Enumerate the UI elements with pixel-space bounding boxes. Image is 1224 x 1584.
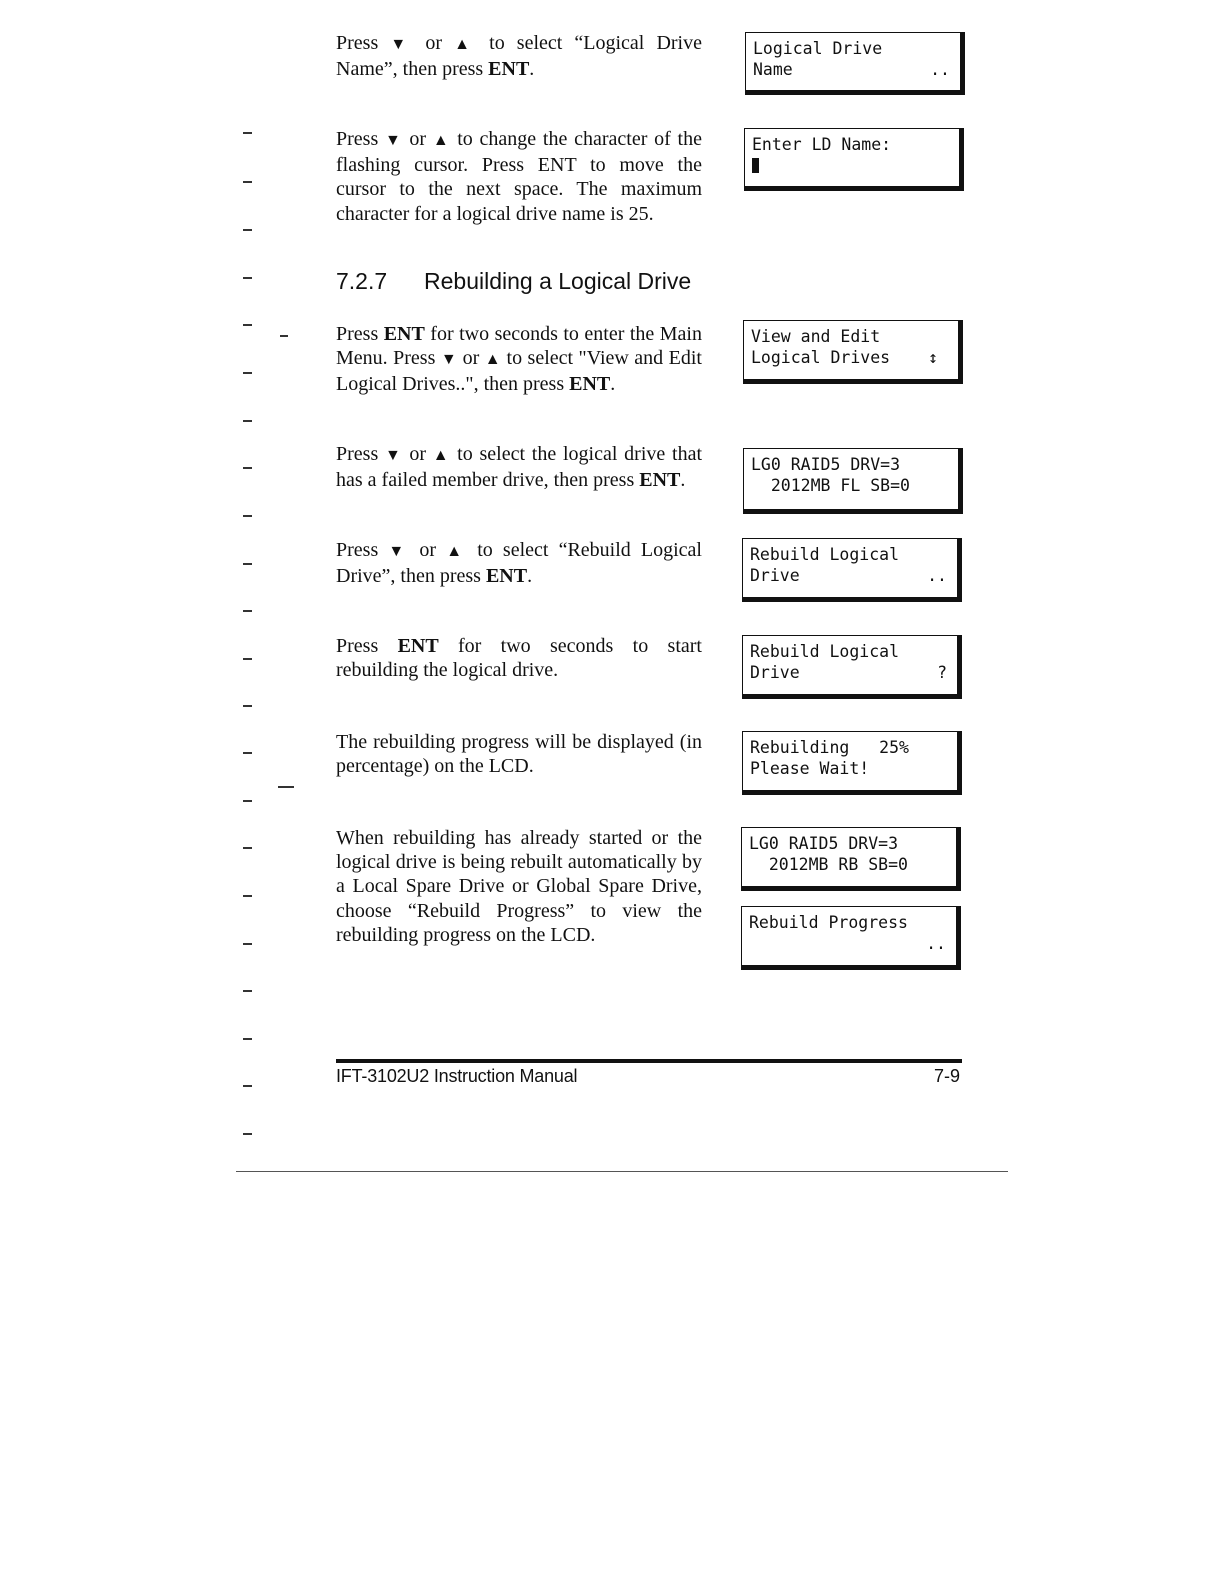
lcd-line-1: Rebuilding 25% [750,738,909,757]
lcd-line-1: Rebuild Logical [750,545,900,564]
step-rebuild-progress [336,826,702,947]
step-text: Press [336,128,385,150]
step-text: to select the logical drive that has a failed member drive, then press [336,443,702,492]
step-enter-name [336,127,702,226]
margin-mark [243,132,252,134]
lcd-line-2 [752,155,951,176]
lcd-line-2 [750,565,949,586]
margin-mark [243,800,252,802]
margin-mark [243,1038,252,1040]
lcd-line-1: LG0 RAID5 DRV=3 [751,455,901,474]
margin-mark [243,372,252,374]
footer-title: IFT-3102U2 Instruction Manual [336,1066,578,1086]
margin-mark [278,786,294,788]
step-text: . [680,469,686,492]
margin-mark [243,563,252,565]
margin-mark [243,277,252,279]
arrow-up-icon: ▲ [446,543,468,560]
margin-mark [243,990,252,992]
step-select-rebuild [336,538,702,588]
lcd-line-2-right: .. [926,934,946,953]
lcd-line-2-text: Drive [750,663,800,682]
step-text: Press [336,635,398,657]
step-text: or [402,443,433,465]
lcd-line-2-right: ? [937,663,947,682]
lcd-display [743,448,963,514]
step-text: or [413,32,455,54]
arrow-down-icon: ▼ [440,351,458,369]
lcd-line-2-right: .. [927,566,947,585]
up-down-arrow-icon: ↕ [928,348,938,367]
step-enter-main-menu [336,322,702,397]
margin-mark [243,705,252,707]
step-text: . [527,565,533,588]
step-text: to select “Logical Drive Name”, then press [336,32,702,81]
section-heading [336,268,691,295]
lcd-line-2: 2012MB FL SB=0 [751,476,910,495]
key-label: ENT [485,565,528,588]
flashing-cursor-icon [752,158,759,173]
margin-mark [280,335,288,337]
lcd-line-1: Enter LD Name: [752,135,892,154]
lcd-line-1: LG0 RAID5 DRV=3 [749,834,899,853]
margin-mark [243,229,252,231]
margin-mark [243,610,252,612]
section-title: Rebuilding a Logical Drive [424,268,692,294]
key-label: ENT [383,323,425,345]
margin-mark [243,1133,252,1135]
arrow-down-icon: ▼ [390,36,414,53]
margin-mark [243,420,252,422]
step-text: When rebuilding has already started or the logical drive is being rebuilt automatically by a Local Spare Drive or Global Spare Drive, choose “Rebuild Progress” to view the rebuilding progress on the LCD. [336,827,702,946]
lcd-line-1: Logical Drive [753,39,883,58]
step-text: to select "View and Edit Logical Drives..", then press [336,347,702,396]
step-text: or [409,539,447,561]
lcd-line-2-text: Logical Drives [751,348,891,367]
step-text: to change the character of the flashing cursor. Press ENT to move the cursor to the next space. The maximum character for a logical drive name is 25. [336,128,702,225]
margin-mark [243,467,252,469]
step-text: Press [336,32,391,54]
section-number: 7.2.7 [336,268,388,294]
margin-mark [243,847,252,849]
margin-mark [243,943,252,945]
lcd-line-2: 2012MB RB SB=0 [749,855,908,874]
step-text: or [402,128,433,150]
step-text: or [457,347,485,370]
lcd-line-2 [750,662,949,683]
step-text: to select “Rebuild Logical Drive”, then press [336,539,702,588]
margin-mark [243,752,252,754]
step-text: for two seconds to start rebuilding the logical drive. [336,635,702,682]
step-text: Press [336,443,385,465]
margin-mark [243,658,252,660]
margin-mark [243,181,252,183]
lcd-line-1: Rebuild Logical [750,642,900,661]
lcd-display [742,538,962,602]
step-text: The rebuilding progress will be displayed (in percentage) on the LCD. [336,731,702,778]
lcd-line-2 [751,347,950,368]
arrow-up-icon: ▲ [432,132,451,149]
lcd-line-2 [749,933,948,954]
step-select-failed-drive [336,442,702,492]
lcd-display [744,128,964,191]
arrow-down-icon: ▼ [385,447,403,464]
arrow-down-icon: ▼ [385,132,403,149]
key-label: ENT [569,373,611,396]
lcd-display [741,906,961,970]
arrow-up-icon: ▲ [432,447,451,464]
lcd-line-2 [753,59,952,80]
lcd-line-2: Please Wait! [750,759,870,778]
page-divider [236,1171,1008,1172]
lcd-display [742,635,962,699]
key-label: ENT [639,469,681,492]
lcd-line-2-text: Name [753,60,793,79]
step-text: Press [336,323,384,345]
step-text: Press [336,539,389,561]
step-select-logical-drive-name [336,31,702,81]
lcd-display [745,32,965,95]
lcd-line-2-text: Drive [750,566,800,585]
step-text: . [610,373,616,396]
arrow-up-icon: ▲ [484,351,502,369]
step-text: . [529,58,535,81]
lcd-line-2-right: .. [930,60,950,79]
key-label: ENT [397,635,439,657]
arrow-up-icon: ▲ [454,36,478,53]
page-number: 7-9 [933,1066,960,1086]
lcd-display [743,320,963,384]
lcd-line-1: View and Edit [751,327,881,346]
margin-mark [243,324,252,326]
step-start-rebuild [336,634,702,682]
margin-mark [243,515,252,517]
step-text: for two seconds to enter the Main Menu. Press [336,323,702,370]
arrow-down-icon: ▼ [388,543,410,560]
key-label: ENT [488,58,530,81]
lcd-display [742,731,962,795]
footer-rule [336,1059,962,1063]
lcd-line-1: Rebuild Progress [749,913,908,932]
lcd-display [741,827,961,891]
margin-mark [243,1085,252,1087]
step-progress-display [336,730,702,778]
margin-mark [243,895,252,897]
